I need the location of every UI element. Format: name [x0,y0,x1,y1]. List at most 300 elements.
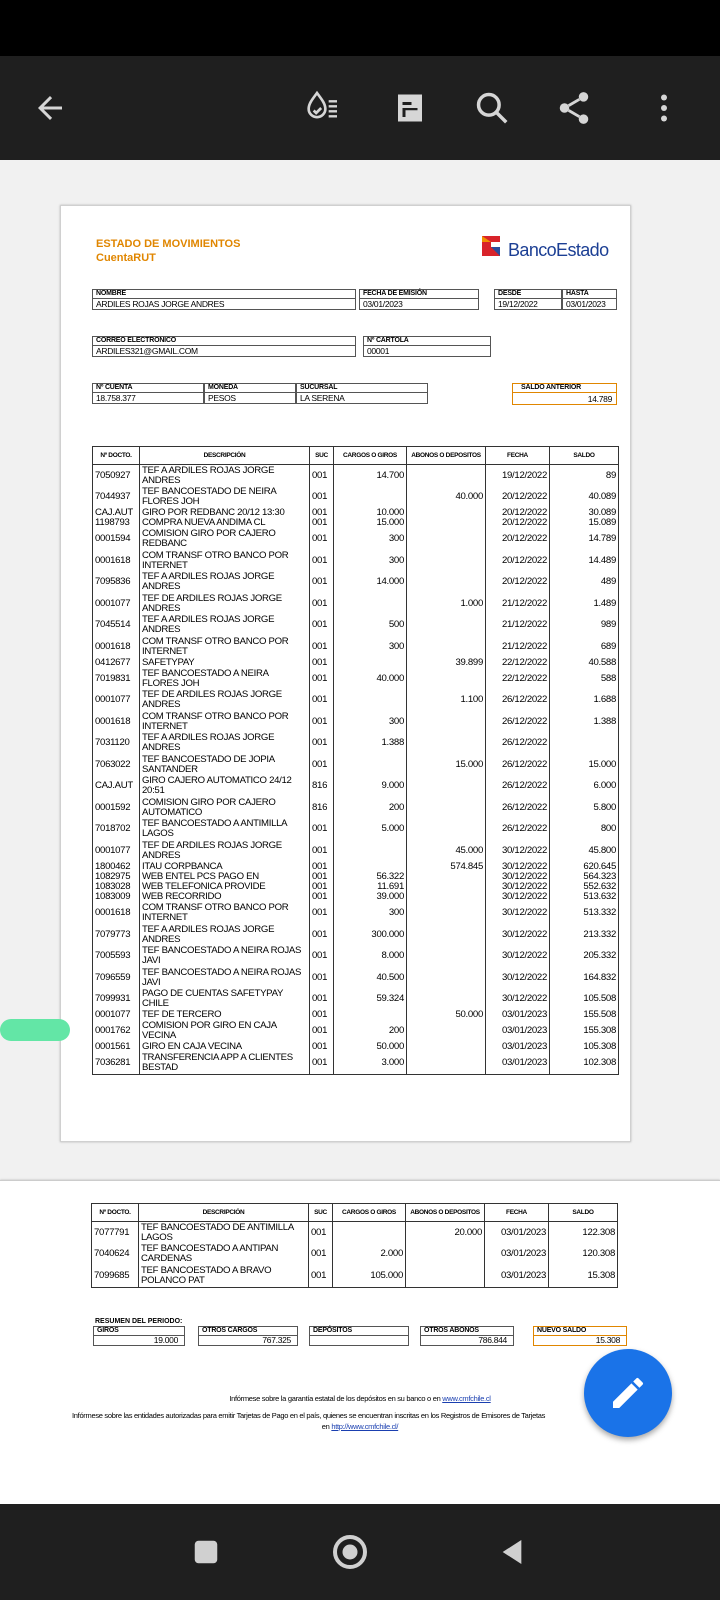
table-row [93,668,619,690]
cell-descripcion: GIRO POR REDBANC 20/12 13:30 [140,508,310,518]
edit-fab-button[interactable] [584,1349,672,1437]
table-row [93,689,619,711]
cell-descripcion: WEB RECORRIDO [140,892,310,902]
cell-saldo: 513.632 [550,892,619,902]
cell-abono [407,967,486,989]
cell-descripcion: TEF BANCOESTADO A BRAVO POLANCO PAT [139,1265,309,1287]
cell-suc: 001 [310,840,334,862]
cell-docto: 0001762 [93,1020,140,1042]
cell-cargo: 15.000 [334,518,407,528]
cell-descripcion: TEF A ARDILES ROJAS JORGE ANDRES [140,924,310,946]
search-icon[interactable] [466,82,518,134]
cell-suc: 001 [310,989,334,1011]
table-row [93,465,619,487]
cell-descripcion: TEF BANCOESTADO A NEIRA ROJAS JAVI [140,967,310,989]
cell-docto: 1082975 [93,872,140,882]
field-desde: DESDE 19/12/2022 [494,289,562,310]
cell-suc: 001 [310,967,334,989]
cell-abono [407,892,486,902]
cell-descripcion: ITAU CORPBANCA [140,861,310,871]
cell-saldo: 205.332 [550,946,619,968]
cell-fecha: 22/12/2022 [486,658,550,668]
cell-abono [407,668,486,690]
table-row [93,872,619,882]
cell-saldo: 40.089 [550,487,619,509]
reading-mode-icon[interactable] [384,82,436,134]
field-correo: CORREO ELECTRONICO ARDILES321@GMAIL.COM [92,336,356,357]
field-sucursal: SUCURSAL LA SERENA [296,383,428,404]
cell-suc: 001 [310,1020,334,1042]
cell-cargo [334,593,407,615]
cell-saldo: 989 [550,615,619,637]
table-row [93,892,619,902]
cell-cargo [334,840,407,862]
cell-fecha: 26/12/2022 [486,689,550,711]
cell-fecha: 03/01/2023 [485,1265,549,1287]
cell-suc: 001 [310,872,334,882]
col-fecha: FECHA [486,447,550,465]
cell-saldo: 689 [550,636,619,658]
table-row [93,924,619,946]
cell-saldo: 120.308 [549,1244,618,1266]
cell-suc: 001 [310,636,334,658]
cell-saldo: 30.089 [550,508,619,518]
cell-descripcion: COMISION GIRO POR CAJERO REDBANC [140,529,310,551]
cell-descripcion: TEF BANCOESTADO A ANTIPAN CARDENAS [139,1244,309,1266]
cell-docto: 0412677 [93,658,140,668]
cell-suc: 001 [309,1244,333,1266]
summary-giros: GIROS 19.000 [93,1326,185,1346]
cell-saldo: 45.800 [550,840,619,862]
movements-table-page2 [91,1203,618,1288]
col-suc: SUC [309,1204,333,1222]
col-saldo: SALDO [549,1204,618,1222]
cell-cargo: 9.000 [334,775,407,797]
col-saldo: SALDO [550,447,619,465]
cell-suc: 001 [310,711,334,733]
col-docto: Nº DOCTO. [93,447,140,465]
cell-docto: 7005593 [93,946,140,968]
cell-saldo: 489 [550,572,619,594]
cell-saldo [550,732,619,754]
table-row [93,903,619,925]
col-abonos: ABONOS O DEPOSITOS [407,447,486,465]
table-row [93,615,619,637]
cell-saldo: 105.508 [550,989,619,1011]
table-row [93,967,619,989]
cell-docto: 7095836 [93,572,140,594]
col-fecha: FECHA [485,1204,549,1222]
cell-descripcion: TEF BANCOESTADO A ANTIMILLA LAGOS [140,818,310,840]
cell-saldo: 15.089 [550,518,619,528]
cell-docto: 0001077 [93,1010,140,1020]
cell-cargo: 56.322 [334,872,407,882]
cell-descripcion: TEF BANCOESTADO DE ANTIMILLA LAGOS [139,1222,309,1244]
cell-suc: 001 [310,861,334,871]
arrow-left-icon[interactable] [24,82,76,134]
field-nombre: NOMBRE ARDILES ROJAS JORGE ANDRES [92,289,356,310]
cell-suc: 001 [310,593,334,615]
cell-suc: 001 [309,1222,333,1244]
table-row [93,732,619,754]
cell-saldo: 15.000 [550,754,619,776]
cell-descripcion: COMPRA NUEVA ANDIMA CL [140,518,310,528]
table-row [93,861,619,871]
cell-descripcion: GIRO EN CAJA VECINA [140,1042,310,1052]
summary-depositos: DEPÓSITOS [309,1326,409,1346]
cell-fecha: 03/01/2023 [486,1052,550,1074]
cell-saldo: 122.308 [549,1222,618,1244]
cell-cargo: 105.000 [333,1265,406,1287]
cell-abono: 39.899 [407,658,486,668]
cell-docto: 0001077 [93,689,140,711]
cell-descripcion: TEF DE ARDILES ROJAS JORGE ANDRES [140,840,310,862]
cell-descripcion: TEF BANCOESTADO DE JOPIA SANTANDER [140,754,310,776]
share-icon[interactable] [548,82,600,134]
cell-saldo: 6.000 [550,775,619,797]
cell-descripcion: COM TRANSF OTRO BANCO POR INTERNET [140,711,310,733]
cell-saldo: 105.308 [550,1042,619,1052]
col-abonos: ABONOS O DEPOSITOS [406,1204,485,1222]
back-triangle-icon[interactable] [490,1530,534,1574]
cell-descripcion: TEF BANCOESTADO A NEIRA FLORES JOH [140,668,310,690]
status-bar [0,0,720,56]
table-row [93,572,619,594]
cell-docto: 0001594 [93,529,140,551]
cell-cargo: 200 [334,797,407,819]
cell-fecha: 20/12/2022 [486,529,550,551]
table-row [93,1020,619,1042]
footer-line-2: Infórmese sobre las entidades autorizadas para emitir Tarjetas de Pago en el país, quienes se encuentran inscritas en los Registros de Emisores de Tarjetas [72,1411,546,1420]
cell-fecha: 20/12/2022 [486,550,550,572]
cell-docto: 1083028 [93,882,140,892]
cell-cargo: 5.000 [334,818,407,840]
cell-suc: 001 [310,487,334,509]
footer-line-1: Infórmese sobre la garantía estatal de los depósitos en su banco o en www.cmfchile.cl [229,1394,491,1403]
cell-docto: 1198793 [93,518,140,528]
footer-line-3: en http://www.cmfchile.cl/ [321,1422,399,1431]
cell-abono: 574.845 [407,861,486,871]
cell-descripcion: TRANSFERENCIA APP A CLIENTES BESTAD [140,1052,310,1074]
cell-suc: 001 [310,754,334,776]
cell-saldo: 1.388 [550,711,619,733]
cell-docto: 7018702 [93,818,140,840]
cell-abono [407,615,486,637]
cell-suc: 001 [310,1010,334,1020]
table-row [93,487,619,509]
cell-descripcion: SAFETYPAY [140,658,310,668]
cell-docto: 0001618 [93,636,140,658]
cell-abono: 45.000 [407,840,486,862]
cell-suc: 001 [310,529,334,551]
cell-abono: 15.000 [407,754,486,776]
cell-cargo: 8.000 [334,946,407,968]
cell-cargo [334,754,407,776]
cell-cargo: 59.324 [334,989,407,1011]
table-row [93,989,619,1011]
top-app-bar [0,56,720,160]
table-row [93,797,619,819]
cell-cargo: 14.000 [334,572,407,594]
cell-descripcion: TEF A ARDILES ROJAS JORGE ANDRES [140,572,310,594]
cell-fecha: 26/12/2022 [486,818,550,840]
cell-abono: 1.100 [407,689,486,711]
cell-cargo [333,1222,406,1244]
cell-suc: 001 [310,465,334,487]
cell-descripcion: TEF BANCOESTADO DE NEIRA FLORES JOH [140,487,310,509]
cell-docto: 0001561 [93,1042,140,1052]
cmf-link[interactable]: www.cmfchile.cl [442,1394,491,1403]
cell-fecha: 20/12/2022 [486,508,550,518]
cell-fecha: 03/01/2023 [485,1244,549,1266]
cell-saldo: 164.832 [550,967,619,989]
cell-abono [407,797,486,819]
cell-descripcion: TEF BANCOESTADO A NEIRA ROJAS JAVI [140,946,310,968]
cell-fecha: 20/12/2022 [486,487,550,509]
table-row [93,658,619,668]
field-cuenta: Nº CUENTA 18.758.377 [92,383,204,404]
system-nav-bar [0,1504,720,1600]
cell-cargo: 40.000 [334,668,407,690]
cell-docto: 0001592 [93,797,140,819]
cell-docto: 7063022 [93,754,140,776]
cell-cargo: 300 [334,903,407,925]
cell-abono [407,882,486,892]
cell-abono [407,529,486,551]
cell-cargo: 50.000 [334,1042,407,1052]
cell-fecha: 30/12/2022 [486,967,550,989]
cell-docto: 1083009 [93,892,140,902]
cell-abono [406,1265,485,1287]
col-docto: Nº DOCTO. [92,1204,139,1222]
cell-cargo: 40.500 [334,967,407,989]
cell-suc: 001 [310,732,334,754]
cell-abono: 1.000 [407,593,486,615]
cell-saldo: 1.489 [550,593,619,615]
cell-saldo: 564.323 [550,872,619,882]
cell-docto: 7099931 [93,989,140,1011]
cell-cargo: 1.388 [334,732,407,754]
table-row [93,518,619,528]
cell-saldo: 102.308 [550,1052,619,1074]
pdf-viewer[interactable] [0,160,720,1504]
cell-saldo: 15.308 [549,1265,618,1287]
cmf-url-link[interactable]: http://www.cmfchile.cl/ [331,1422,399,1431]
cell-abono [407,732,486,754]
table-row [92,1265,618,1287]
cell-saldo: 155.508 [550,1010,619,1020]
table-row [93,754,619,776]
cell-saldo: 1.688 [550,689,619,711]
doc-subtitle: CuentaRUT [96,252,156,264]
cell-descripcion: COM TRANSF OTRO BANCO POR INTERNET [140,550,310,572]
cell-abono [407,636,486,658]
cell-descripcion: COMISION GIRO POR CAJERO AUTOMATICO [140,797,310,819]
col-cargos: CARGOS O GIROS [333,1204,406,1222]
field-fecha-emision: FECHA DE EMISIÓN 03/01/2023 [359,289,479,310]
cell-abono [406,1244,485,1266]
cell-fecha: 30/12/2022 [486,946,550,968]
cell-fecha: 26/12/2022 [486,775,550,797]
cell-fecha: 19/12/2022 [486,465,550,487]
field-hasta: HASTA 03/01/2023 [562,289,617,310]
col-descripcion: DESCRIPCIÓN [140,447,310,465]
cell-abono [407,946,486,968]
cell-fecha: 03/01/2023 [486,1020,550,1042]
cell-cargo: 300 [334,529,407,551]
cell-descripcion: WEB ENTEL PCS PAGO EN [140,872,310,882]
cell-cargo: 2.000 [333,1244,406,1266]
cell-suc: 001 [310,668,334,690]
pencil-icon [608,1373,648,1413]
cell-saldo: 213.332 [550,924,619,946]
cell-cargo [334,658,407,668]
cell-fecha: 30/12/2022 [486,840,550,862]
cell-cargo: 3.000 [334,1052,407,1074]
cell-fecha: 22/12/2022 [486,668,550,690]
cell-docto: 0001618 [93,550,140,572]
bank-logo-icon [478,233,504,259]
cell-cargo: 10.000 [334,508,407,518]
cell-descripcion: TEF DE ARDILES ROJAS JORGE ANDRES [140,593,310,615]
table-row [93,636,619,658]
cell-abono [407,1052,486,1074]
table-row [93,946,619,968]
cell-abono [407,1020,486,1042]
cell-suc: 001 [309,1265,333,1287]
table-row [93,818,619,840]
cell-abono [407,989,486,1011]
cell-suc: 001 [310,518,334,528]
cell-suc: 001 [310,1052,334,1074]
cell-fecha: 30/12/2022 [486,892,550,902]
cell-docto: 0001077 [93,840,140,862]
cell-docto: 0001077 [93,593,140,615]
cell-suc: 001 [310,550,334,572]
cell-suc: 001 [310,572,334,594]
cell-suc: 001 [310,658,334,668]
table-row [93,1042,619,1052]
cell-docto: 7040624 [92,1244,139,1266]
cell-docto: 7099685 [92,1265,139,1287]
cell-abono [407,572,486,594]
cell-abono [407,1042,486,1052]
cell-fecha: 03/01/2023 [486,1042,550,1052]
cell-abono [407,903,486,925]
cell-docto: 7050927 [93,465,140,487]
cell-saldo: 89 [550,465,619,487]
cell-docto: 7019831 [93,668,140,690]
doc-title: ESTADO DE MOVIMIENTOS [96,238,241,250]
cell-abono [407,465,486,487]
cell-abono [407,872,486,882]
cell-cargo [334,689,407,711]
cell-docto: 1800462 [93,861,140,871]
table-row [92,1244,618,1266]
cell-saldo: 14.789 [550,529,619,551]
more-vert-icon[interactable] [638,82,690,134]
cell-docto: CAJ.AUT [93,508,140,518]
cell-saldo: 40.588 [550,658,619,668]
cell-fecha: 03/01/2023 [485,1222,549,1244]
cell-suc: 816 [310,775,334,797]
cell-descripcion: WEB TELEFONICA PROVIDE [140,882,310,892]
cell-docto: 7096559 [93,967,140,989]
cell-cargo: 11.691 [334,882,407,892]
cell-descripcion: TEF DE TERCERO [140,1010,310,1020]
home-circle-icon[interactable] [328,1530,372,1574]
bank-name: BancoEstado [508,240,609,260]
cell-docto: 7077791 [92,1222,139,1244]
cell-cargo: 300.000 [334,924,407,946]
cell-fecha: 26/12/2022 [486,732,550,754]
cell-cargo [334,861,407,871]
cell-suc: 816 [310,797,334,819]
cell-fecha: 26/12/2022 [486,711,550,733]
cell-suc: 001 [310,924,334,946]
cell-abono: 50.000 [407,1010,486,1020]
cell-docto: 7031120 [93,732,140,754]
cell-fecha: 21/12/2022 [486,636,550,658]
cell-fecha: 20/12/2022 [486,518,550,528]
cell-saldo: 513.332 [550,903,619,925]
cell-abono [407,775,486,797]
table-row [93,711,619,733]
ink-icon[interactable] [296,82,348,134]
summary-nuevo-saldo: NUEVO SALDO 15.308 [533,1326,627,1346]
summary-otros-abonos: OTROS ABONOS 786.844 [420,1326,514,1346]
cell-docto: 7045514 [93,615,140,637]
cell-docto: 7079773 [93,924,140,946]
cell-descripcion: TEF A ARDILES ROJAS JORGE ANDRES [140,732,310,754]
field-saldo-anterior: SALDO ANTERIOR 14.789 [512,383,617,405]
pdf-page-1 [60,205,631,1142]
cell-descripcion: COM TRANSF OTRO BANCO POR INTERNET [140,636,310,658]
cell-descripcion: TEF DE ARDILES ROJAS JORGE ANDRES [140,689,310,711]
cell-cargo: 39.000 [334,892,407,902]
cell-descripcion: TEF A ARDILES ROJAS JORGE ANDRES [140,615,310,637]
cell-descripcion: PAGO DE CUENTAS SAFETYPAY CHILE [140,989,310,1011]
cell-abono [407,818,486,840]
cell-abono: 20.000 [406,1222,485,1244]
cell-fecha: 21/12/2022 [486,593,550,615]
cell-fecha: 21/12/2022 [486,615,550,637]
cell-saldo: 5.800 [550,797,619,819]
cell-saldo: 552.632 [550,882,619,892]
cell-cargo [334,487,407,509]
cell-cargo: 500 [334,615,407,637]
cell-cargo [334,1010,407,1020]
cell-abono [407,711,486,733]
cell-saldo: 14.489 [550,550,619,572]
table-row [92,1222,618,1244]
cell-fecha: 26/12/2022 [486,797,550,819]
pdf-page-2 [0,1180,720,1504]
cell-fecha: 30/12/2022 [486,882,550,892]
col-suc: SUC [310,447,334,465]
recents-square-icon[interactable] [184,1530,228,1574]
scroll-position-indicator[interactable] [0,1019,70,1041]
cell-docto: 7036281 [93,1052,140,1074]
cell-saldo: 588 [550,668,619,690]
cell-abono [407,550,486,572]
cell-descripcion: GIRO CAJERO AUTOMATICO 24/12 20:51 [140,775,310,797]
movements-table-page1 [92,446,619,1075]
summary-otros-cargos: OTROS CARGOS 767.325 [198,1326,298,1346]
cell-descripcion: COM TRANSF OTRO BANCO POR INTERNET [140,903,310,925]
cell-suc: 001 [310,615,334,637]
col-cargos: CARGOS O GIROS [334,447,407,465]
